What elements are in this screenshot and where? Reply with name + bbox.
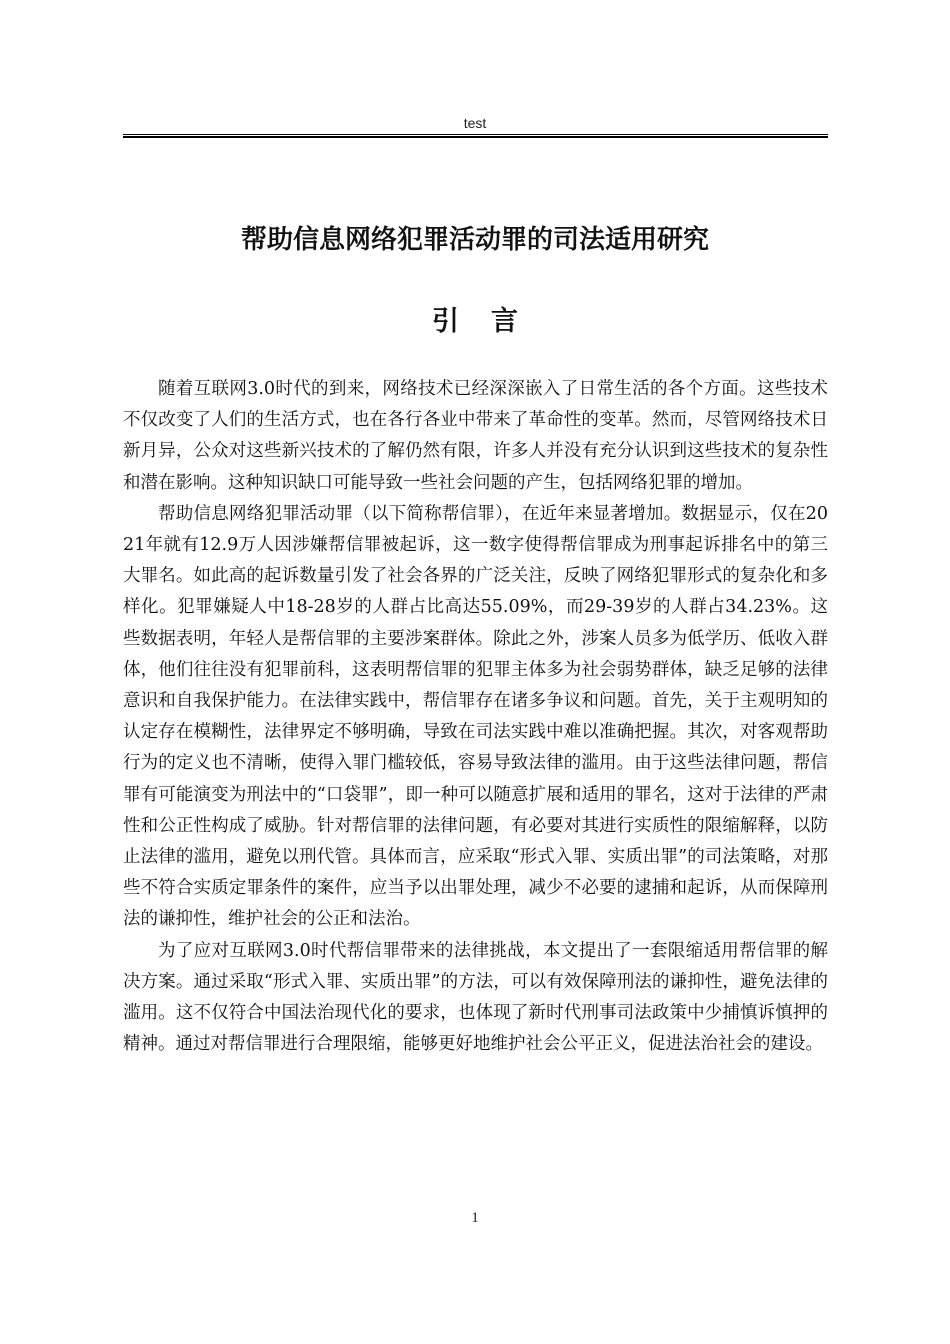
header-rule-thin <box>123 134 828 135</box>
page-number: 1 <box>471 1210 479 1226</box>
paragraph-1: 随着互联网3.0时代的到来，网络技术已经深深嵌入了日常生活的各个方面。这些技术不仅改变了人们的生活方式，也在各行各业中带来了革命性的变革。然而，尽管网络技术日新月异，公众对这些新兴技术的了解仍然有限，许多人并没有充分认识到这些技术的复杂性和潜在影响。这种知识缺口可能导致一些社会问题的产生，包括网络犯罪的增加。 <box>123 379 828 493</box>
paragraph-3: 为了应对互联网3.0时代帮信罪带来的法律挑战，本文提出了一套限缩适用帮信罪的解决方案。通过采取“形式入罪、实质出罪”的方法，可以有效保障刑法的谦抑性，避免法律的滥用。这不仅符合中国法治现代化的要求，也体现了新时代刑事司法政策中少捕慎诉慎押的精神。通过对帮信罪进行合理限缩，能够更好地维护社会公平正义，促进法治社会的建设。 <box>123 940 828 1055</box>
running-header: test <box>463 115 487 131</box>
paragraph-2: 帮助信息网络犯罪活动罪（以下简称帮信罪），在近年来显著增加。数据显示，仅在2021年就有12.9万人因涉嫌帮信罪被起诉，这一数字使得帮信罪成为刑事起诉排名中的第三大罪名。如此高的起诉数量引发了社会各界的广泛关注，反映了网络犯罪形式的复杂化和多样化。犯罪嫌疑人中18-28岁的人群占比高达55.09%，而29-39岁的人群占34.23%。这些数据表明，年轻人是帮信罪的主要涉案群体。除此之外，涉案人员多为低学历、低收入群体，他们往往没有犯罪前科，这表明帮信罪的犯罪主体多为社会弱势群体，缺乏足够的法律意识和自我保护能力。在法律实践中，帮信罪存在诸多争议和问题。首先，关于主观明知的认定存在模糊性，法律界定不够明确，导致在司法实践中难以准确把握。其次，对客观帮助行为的定义也不清晰，使得入罪门槛较低，容易导致法律的滥用。由于这些法律问题，帮信罪有可能演变为刑法中的“口袋罪”，即一种可以随意扩展和适用的罪名，这对于法律的严肃性和公正性构成了威胁。针对帮信罪的法律问题，有必要对其进行实质性的限缩解释，以防止法律的滥用，避免以刑代管。具体而言，应采取“形式入罪、实质出罪”的司法策略，对那些不符合实质定罪条件的案件，应当予以出罪处理，减少不必要的逮捕和起诉，从而保障刑法的谦抑性，维护社会的公正和法治。 <box>123 503 828 930</box>
section-heading: 引言 <box>432 306 550 337</box>
document-body <box>123 374 828 1060</box>
header-rule-thick <box>123 136 828 138</box>
document-title: 帮助信息网络犯罪活动罪的司法适用研究 <box>240 225 709 255</box>
